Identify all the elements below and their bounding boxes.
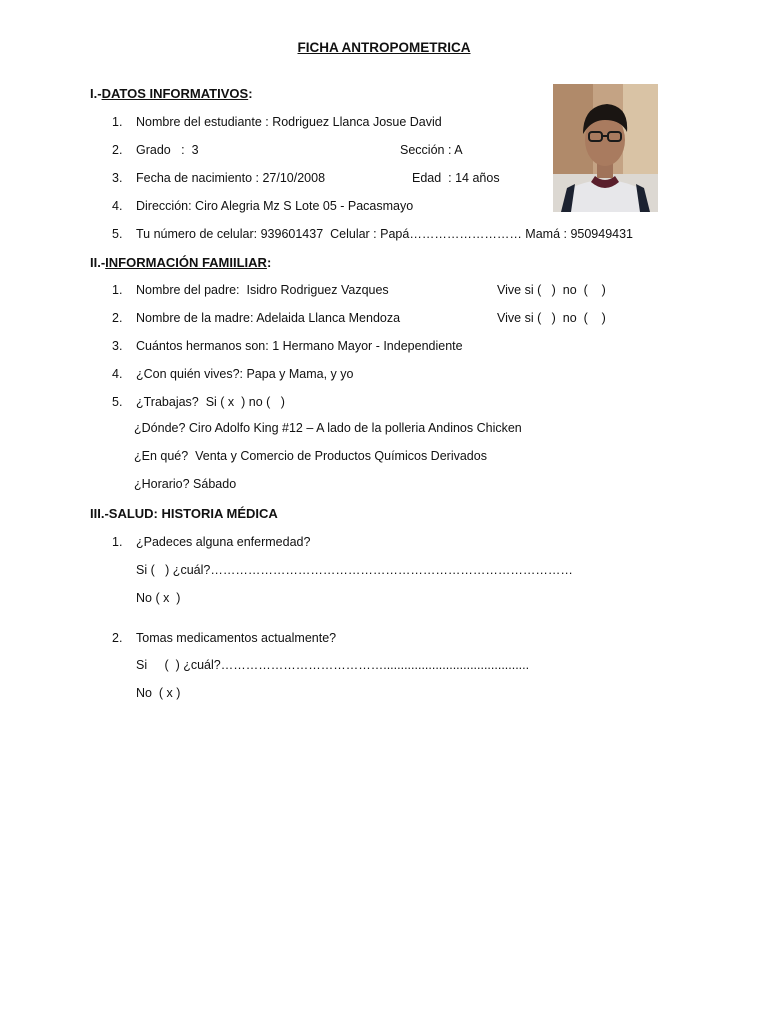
item-number: 4. — [112, 199, 123, 213]
medication-question: Tomas medicamentos actualmente? — [136, 631, 337, 645]
item-number: 4. — [112, 367, 123, 381]
address-line: Dirección: Ciro Alegria Mz S Lote 05 - Pacasmayo — [136, 199, 414, 213]
work-type-line: ¿En qué? Venta y Comercio de Productos Químicos Derivados — [134, 449, 487, 463]
father-name-line: Nombre del padre: Isidro Rodriguez Vazques — [136, 283, 389, 297]
medication-yes-line: Si ( ) ¿cuál?………………………………….......................................... — [136, 658, 530, 672]
section-2-prefix: II.- — [90, 255, 106, 270]
section-1-suffix: : — [248, 86, 253, 101]
item-number: 3. — [112, 339, 123, 353]
item-number: 2. — [112, 143, 123, 157]
student-photo-illustration — [553, 84, 658, 212]
item-number: 1. — [112, 283, 123, 297]
section-3-heading: III.-SALUD: HISTORIA MÉDICA — [90, 506, 278, 521]
medication-no-line: No ( x ) — [136, 686, 181, 700]
item-number: 5. — [112, 395, 123, 409]
phone-line: Tu número de celular: 939601437 Celular : Papá……………………… Mamá : 950949431 — [136, 227, 634, 241]
age-line: Edad : 14 años — [412, 171, 500, 185]
item-number: 2. — [112, 311, 123, 325]
illness-no-line: No ( x ) — [136, 591, 181, 605]
item-number: 3. — [112, 171, 123, 185]
section-1-heading — [90, 86, 253, 101]
item-number: 1. — [112, 115, 123, 129]
work-place-line: ¿Dónde? Ciro Adolfo King #12 – A lado de la polleria Andinos Chicken — [134, 421, 522, 435]
illness-yes-line: Si ( ) ¿cuál?…………………………………………………………………………… — [136, 563, 573, 577]
item-number: 2. — [112, 631, 123, 645]
item-number: 5. — [112, 227, 123, 241]
section-2-title: INFORMACIÓN FAMIILIAR — [105, 255, 267, 270]
section-1-title: DATOS INFORMATIVOS — [101, 86, 249, 101]
document-title: FICHA ANTROPOMETRICA — [297, 40, 471, 55]
section-1-prefix: I.- — [90, 86, 102, 101]
mother-alive-line: Vive si ( ) no ( ) — [497, 311, 606, 325]
section-2-suffix: : — [266, 255, 272, 270]
work-schedule-line: ¿Horario? Sábado — [134, 477, 237, 491]
siblings-line: Cuántos hermanos son: 1 Hermano Mayor - Independiente — [136, 339, 463, 353]
birthdate-line: Fecha de nacimiento : 27/10/2008 — [136, 171, 326, 185]
works-line: ¿Trabajas? Si ( x ) no ( ) — [136, 395, 285, 409]
illness-question: ¿Padeces alguna enfermedad? — [136, 535, 311, 549]
section-2-heading — [90, 255, 271, 270]
section-line: Sección : A — [400, 143, 463, 157]
father-alive-line: Vive si ( ) no ( ) — [497, 283, 606, 297]
student-photo — [553, 84, 658, 212]
grade-line: Grado : 3 — [136, 143, 199, 157]
lives-with-line: ¿Con quién vives?: Papa y Mama, y yo — [136, 367, 354, 381]
item-number: 1. — [112, 535, 123, 549]
student-name-line: Nombre del estudiante : Rodriguez Llanca Josue David — [136, 115, 442, 129]
mother-name-line: Nombre de la madre: Adelaida Llanca Mendoza — [136, 311, 401, 325]
